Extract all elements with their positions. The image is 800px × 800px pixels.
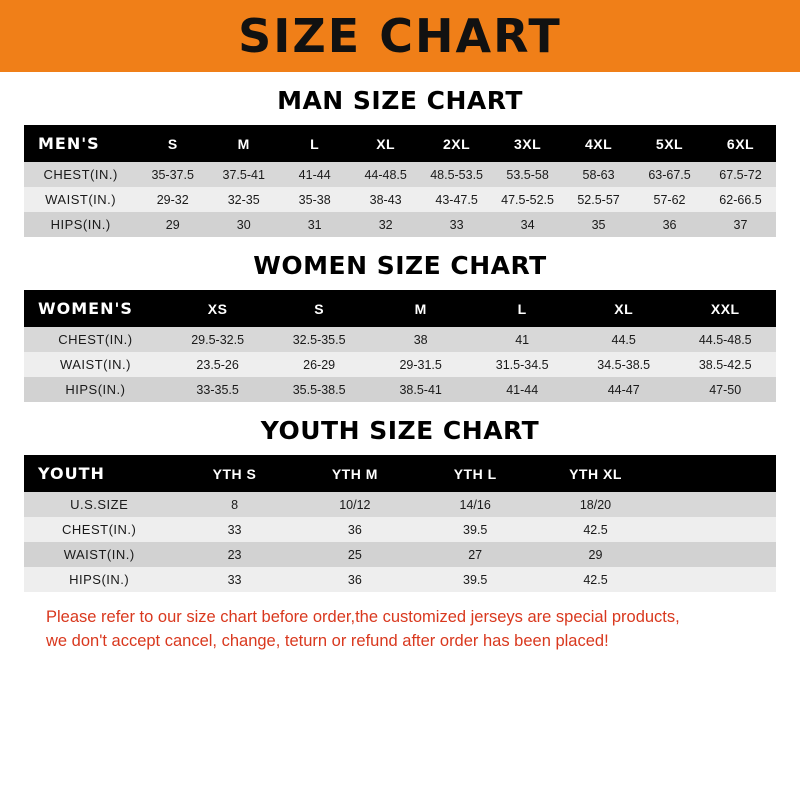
table-header-row <box>24 290 776 327</box>
youth-waist-l: 27 <box>415 542 535 567</box>
youth-chest-m: 36 <box>295 517 415 542</box>
table-row <box>24 162 776 187</box>
youth-waist-label: WAIST(IN.) <box>24 542 174 567</box>
youth-header-s: YTH S <box>174 455 294 492</box>
women-hips-l: 41-44 <box>471 377 573 402</box>
youth-chest-l: 39.5 <box>415 517 535 542</box>
men-table-body <box>24 162 776 237</box>
footer-line-1: Please refer to our size chart before order,the customized jerseys are special products, <box>46 608 680 626</box>
men-chest-4xl: 58-63 <box>563 162 634 187</box>
women-section-title: WOMEN SIZE CHART <box>253 251 547 280</box>
women-header-label: WOMEN'S <box>24 290 167 327</box>
youth-header-m: YTH M <box>295 455 415 492</box>
men-waist-2xl: 43-47.5 <box>421 187 492 212</box>
men-hips-3xl: 34 <box>492 212 563 237</box>
men-hips-label: HIPS(IN.) <box>24 212 137 237</box>
youth-waist-xl: 29 <box>535 542 655 567</box>
men-chest-xl: 44-48.5 <box>350 162 421 187</box>
men-waist-4xl: 52.5-57 <box>563 187 634 212</box>
youth-hips-l: 39.5 <box>415 567 535 592</box>
women-chest-s: 32.5-35.5 <box>268 327 370 352</box>
women-hips-s: 35.5-38.5 <box>268 377 370 402</box>
table-row <box>24 212 776 237</box>
men-hips-xl: 32 <box>350 212 421 237</box>
youth-chest-s: 33 <box>174 517 294 542</box>
youth-header-xl: YTH XL <box>535 455 655 492</box>
women-hips-xs: 33-35.5 <box>167 377 269 402</box>
men-header-4xl: 4XL <box>563 125 634 162</box>
men-hips-m: 30 <box>208 212 279 237</box>
men-header-6xl: 6XL <box>705 125 776 162</box>
men-chest-label: CHEST(IN.) <box>24 162 137 187</box>
youth-hips-m: 36 <box>295 567 415 592</box>
youth-ussize-label: U.S.SIZE <box>24 492 174 517</box>
women-chest-xxl: 44.5-48.5 <box>674 327 776 352</box>
men-chest-5xl: 63-67.5 <box>634 162 705 187</box>
men-waist-label: WAIST(IN.) <box>24 187 137 212</box>
women-chest-label: CHEST(IN.) <box>24 327 167 352</box>
men-header-3xl: 3XL <box>492 125 563 162</box>
youth-ussize-m: 10/12 <box>295 492 415 517</box>
women-waist-m: 29-31.5 <box>370 352 472 377</box>
youth-waist-blank <box>656 542 776 567</box>
men-waist-3xl: 47.5-52.5 <box>492 187 563 212</box>
men-waist-xl: 38-43 <box>350 187 421 212</box>
footer-disclaimer <box>24 606 776 654</box>
youth-header-blank <box>656 455 776 492</box>
men-header-xl: XL <box>350 125 421 162</box>
men-chest-s: 35-37.5 <box>137 162 208 187</box>
table-row <box>24 352 776 377</box>
men-hips-5xl: 36 <box>634 212 705 237</box>
women-waist-xl: 34.5-38.5 <box>573 352 675 377</box>
women-header-l: L <box>471 290 573 327</box>
youth-waist-s: 23 <box>174 542 294 567</box>
men-size-table <box>24 125 776 237</box>
women-chest-l: 41 <box>471 327 573 352</box>
men-header-5xl: 5XL <box>634 125 705 162</box>
women-waist-xxl: 38.5-42.5 <box>674 352 776 377</box>
table-header-row <box>24 455 776 492</box>
men-hips-4xl: 35 <box>563 212 634 237</box>
table-row <box>24 492 776 517</box>
men-hips-2xl: 33 <box>421 212 492 237</box>
table-header-row <box>24 125 776 162</box>
women-hips-xl: 44-47 <box>573 377 675 402</box>
women-header-s: S <box>268 290 370 327</box>
men-hips-s: 29 <box>137 212 208 237</box>
youth-hips-xl: 42.5 <box>535 567 655 592</box>
youth-header-l: YTH L <box>415 455 535 492</box>
table-row <box>24 377 776 402</box>
men-waist-5xl: 57-62 <box>634 187 705 212</box>
youth-waist-m: 25 <box>295 542 415 567</box>
youth-ussize-blank <box>656 492 776 517</box>
youth-hips-blank <box>656 567 776 592</box>
chart-content <box>0 86 800 654</box>
youth-size-section <box>24 416 776 592</box>
footer-line-2: we don't accept cancel, change, teturn or refund after order has been placed! <box>46 631 609 650</box>
youth-chest-blank <box>656 517 776 542</box>
women-header-xl: XL <box>573 290 675 327</box>
men-header-s: S <box>137 125 208 162</box>
youth-ussize-xl: 18/20 <box>535 492 655 517</box>
men-waist-s: 29-32 <box>137 187 208 212</box>
table-row <box>24 187 776 212</box>
women-header-m: M <box>370 290 472 327</box>
men-chest-6xl: 67.5-72 <box>705 162 776 187</box>
women-table-header <box>24 290 776 327</box>
women-header-xxl: XXL <box>674 290 776 327</box>
women-hips-xxl: 47-50 <box>674 377 776 402</box>
women-header-xs: XS <box>167 290 269 327</box>
women-waist-label: WAIST(IN.) <box>24 352 167 377</box>
men-header-l: L <box>279 125 350 162</box>
women-table-body <box>24 327 776 402</box>
men-section-title: MAN SIZE CHART <box>277 86 523 115</box>
men-hips-l: 31 <box>279 212 350 237</box>
women-chest-xs: 29.5-32.5 <box>167 327 269 352</box>
men-header-2xl: 2XL <box>421 125 492 162</box>
youth-hips-label: HIPS(IN.) <box>24 567 174 592</box>
youth-ussize-s: 8 <box>174 492 294 517</box>
youth-size-table <box>24 455 776 592</box>
youth-header-label: YOUTH <box>24 455 174 492</box>
youth-chest-xl: 42.5 <box>535 517 655 542</box>
page-title: SIZE CHART <box>238 9 562 63</box>
men-table-header <box>24 125 776 162</box>
youth-chest-label: CHEST(IN.) <box>24 517 174 542</box>
youth-section-title: YOUTH SIZE CHART <box>260 416 540 445</box>
men-chest-m: 37.5-41 <box>208 162 279 187</box>
men-waist-l: 35-38 <box>279 187 350 212</box>
women-chest-xl: 44.5 <box>573 327 675 352</box>
youth-table-body <box>24 492 776 592</box>
men-waist-6xl: 62-66.5 <box>705 187 776 212</box>
table-row <box>24 542 776 567</box>
women-size-table <box>24 290 776 402</box>
youth-table-header <box>24 455 776 492</box>
women-waist-xs: 23.5-26 <box>167 352 269 377</box>
header-banner <box>0 0 800 72</box>
women-hips-m: 38.5-41 <box>370 377 472 402</box>
women-waist-s: 26-29 <box>268 352 370 377</box>
women-waist-l: 31.5-34.5 <box>471 352 573 377</box>
youth-ussize-l: 14/16 <box>415 492 535 517</box>
table-row <box>24 327 776 352</box>
women-chest-m: 38 <box>370 327 472 352</box>
men-chest-3xl: 53.5-58 <box>492 162 563 187</box>
youth-hips-s: 33 <box>174 567 294 592</box>
men-size-section <box>24 86 776 237</box>
table-row <box>24 567 776 592</box>
table-row <box>24 517 776 542</box>
women-hips-label: HIPS(IN.) <box>24 377 167 402</box>
men-waist-m: 32-35 <box>208 187 279 212</box>
men-chest-l: 41-44 <box>279 162 350 187</box>
men-chest-2xl: 48.5-53.5 <box>421 162 492 187</box>
women-size-section <box>24 251 776 402</box>
men-header-m: M <box>208 125 279 162</box>
men-hips-6xl: 37 <box>705 212 776 237</box>
men-header-label: MEN'S <box>24 125 137 162</box>
